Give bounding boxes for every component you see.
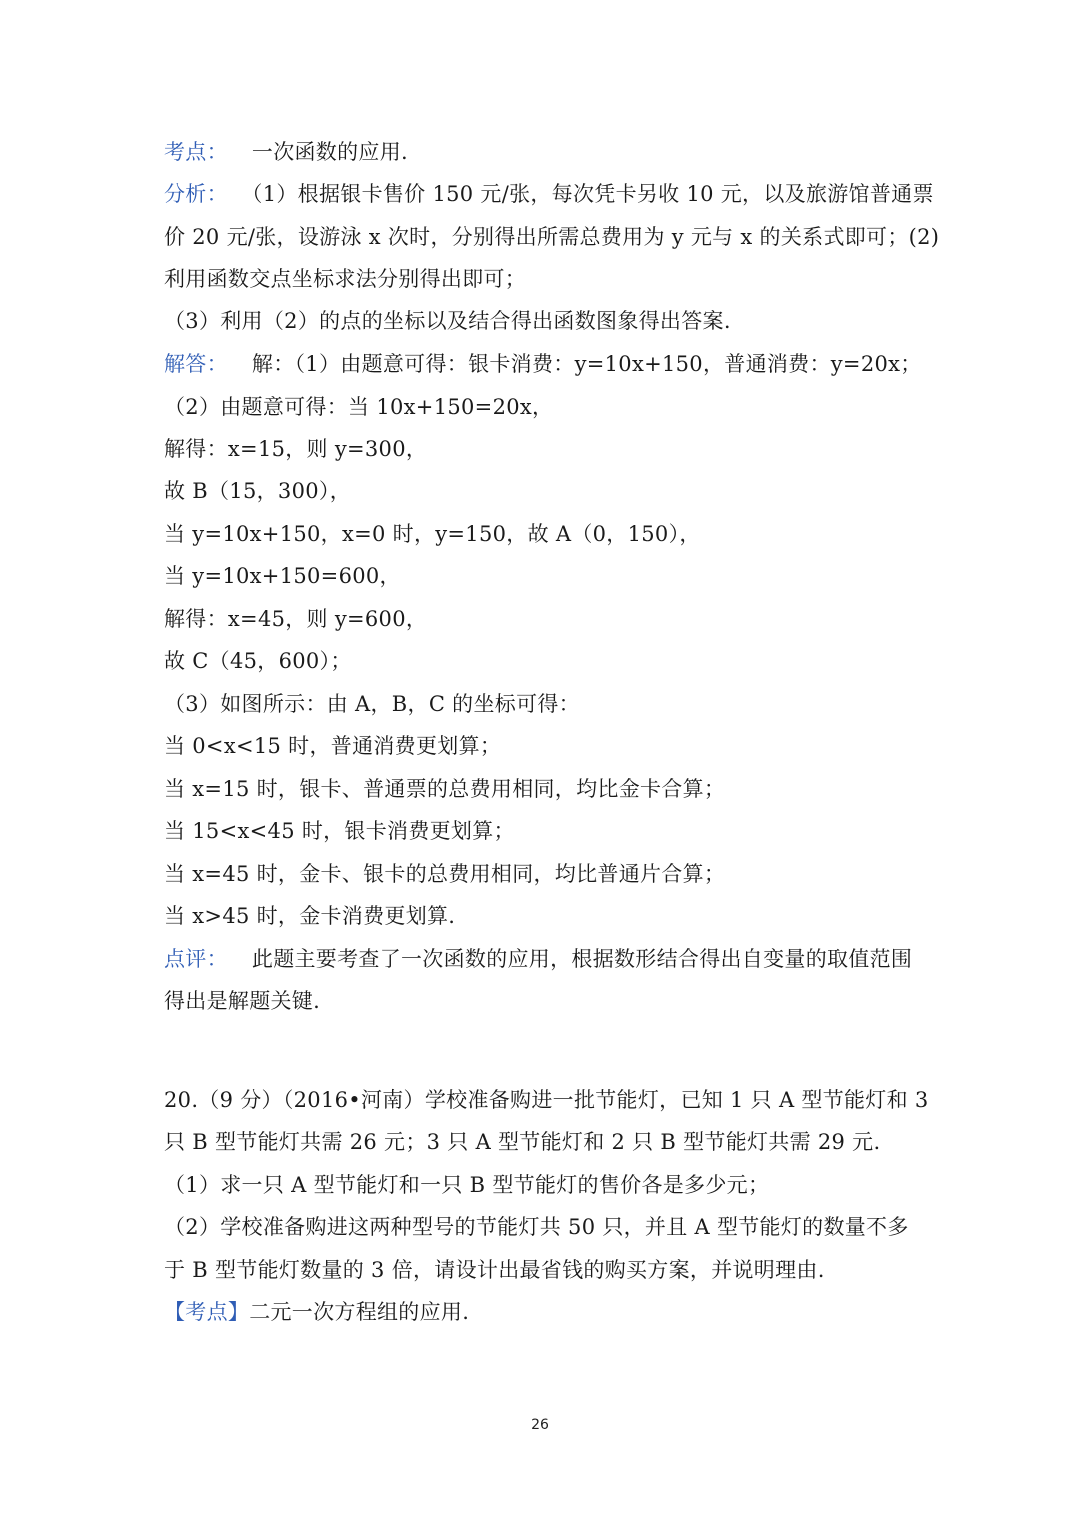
jieda-line: 解得：x=15，则 y=300， xyxy=(164,437,428,461)
fenxi-line-1 xyxy=(164,179,934,209)
kaodian-text: 一次函数的应用. xyxy=(251,140,408,164)
problem-20-kaodian-text: 二元一次方程组的应用. xyxy=(249,1300,470,1324)
jieda-line: （2）由题意可得：当 10x+150=20x， xyxy=(164,395,554,419)
problem-20-line: 20.（9 分）（2016•河南）学校准备购进一批节能灯，已知 1 只 A 型节能灯和 3 xyxy=(164,1088,929,1112)
fenxi-line-3: 利用函数交点坐标求法分别得出即可； xyxy=(164,267,527,291)
fenxi-line-2: 价 20 元/张，设游泳 x 次时，分别得出所需总费用为 y 元与 x 的关系式即可；(2) xyxy=(164,225,940,249)
dianping-label: 点评： xyxy=(164,947,228,971)
problem-20-line: 只 B 型节能灯共需 26 元；3 只 A 型节能灯和 2 只 B 型节能灯共需 29 元. xyxy=(164,1130,881,1154)
problem-20-kaodian-line xyxy=(164,1297,469,1327)
jieda-line: 当 y=10x+150=600， xyxy=(164,564,401,588)
jieda-line: （3）如图所示：由 A，B，C 的坐标可得： xyxy=(164,692,580,716)
page-number: 26 xyxy=(531,1417,549,1433)
dianping-line-1 xyxy=(164,944,912,974)
jieda-line: 当 15<x<45 时，银卡消费更划算； xyxy=(164,819,515,843)
fenxi-line-4: （3）利用（2）的点的坐标以及结合得出函数图象得出答案. xyxy=(164,309,731,333)
fenxi-text-1: （1）根据银卡售价 150 元/张，每次凭卡另收 10 元，以及旅游馆普通票 xyxy=(251,182,934,206)
kaodian-line xyxy=(164,137,408,167)
jieda-line: 当 x=15 时，银卡、普通票的总费用相同，均比金卡合算； xyxy=(164,777,726,801)
jieda-line: 当 0<x<15 时，普通消费更划算； xyxy=(164,734,502,758)
problem-20-line: 于 B 型节能灯数量的 3 倍，请设计出最省钱的购买方案，并说明理由. xyxy=(164,1258,825,1282)
jieda-line: 当 y=10x+150，x=0 时，y=150，故 A（0，150）， xyxy=(164,522,701,546)
kaodian-label: 考点： xyxy=(164,140,228,164)
problem-20-line: （2）学校准备购进这两种型号的节能灯共 50 只，并且 A 型节能灯的数量不多 xyxy=(164,1215,909,1239)
problem-20-kaodian-label: 【考点】 xyxy=(164,1300,250,1324)
jieda-line: 解得：x=45，则 y=600， xyxy=(164,607,428,631)
dianping-text-1: 此题主要考查了一次函数的应用，根据数形结合得出自变量的取值范围 xyxy=(251,947,913,971)
fenxi-label: 分析： xyxy=(164,182,228,206)
dianping-line-2: 得出是解题关键. xyxy=(164,989,321,1013)
jieda-line: 当 x>45 时，金卡消费更划算. xyxy=(164,904,456,928)
jieda-line: 当 x=45 时，金卡、银卡的总费用相同，均比普通片合算； xyxy=(164,862,726,886)
jieda-text-1: 解：（1）由题意可得：银卡消费：y=10x+150，普通消费：y=20x； xyxy=(251,352,922,376)
jieda-line: 故 C（45，600）； xyxy=(164,649,352,673)
problem-20-line: （1）求一只 A 型节能灯和一只 B 型节能灯的售价各是多少元； xyxy=(164,1173,770,1197)
jieda-label: 解答： xyxy=(164,352,228,376)
jieda-line: 故 B（15，300）， xyxy=(164,479,352,503)
jieda-line-1 xyxy=(164,349,922,379)
